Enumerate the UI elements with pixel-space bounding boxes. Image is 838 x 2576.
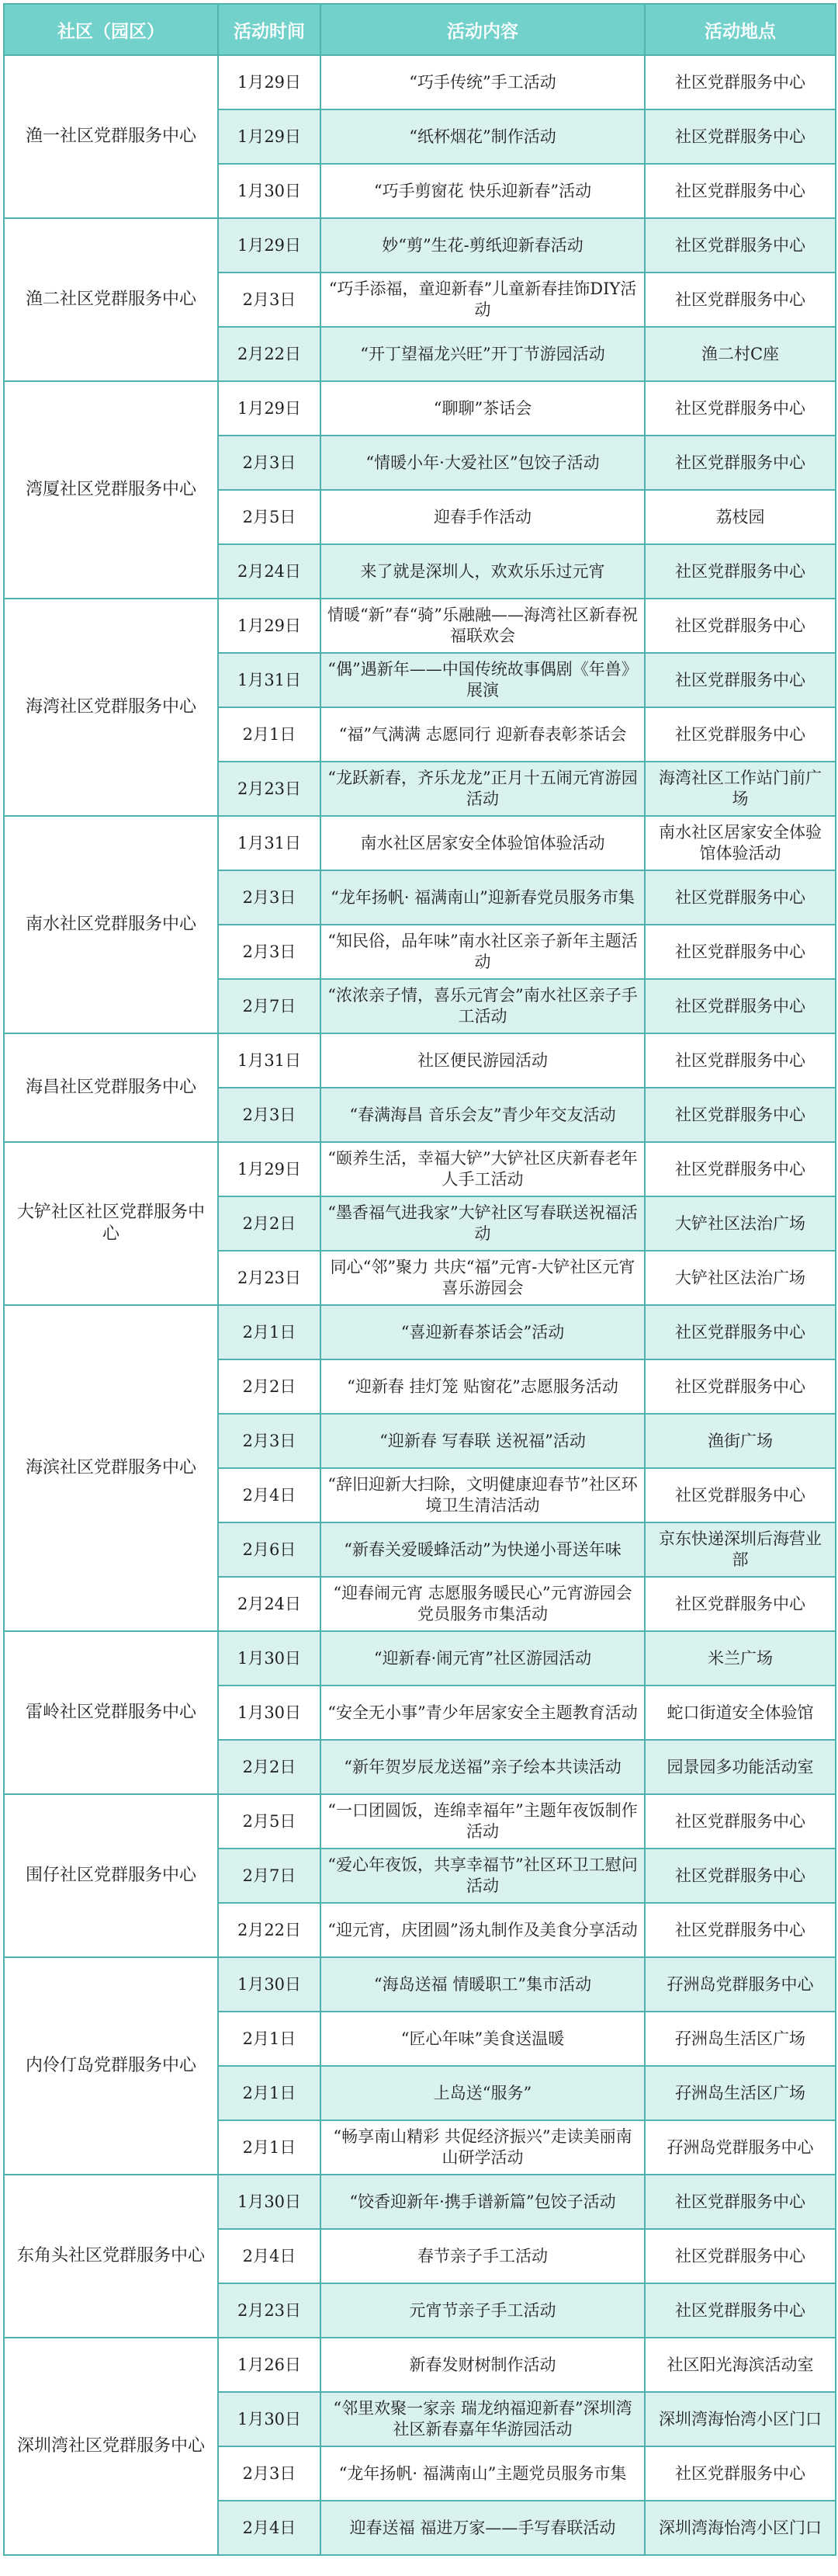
activity-location-cell: 社区党群服务中心 [645,164,836,218]
activity-location-cell: 孖洲岛党群服务中心 [645,2120,836,2175]
activity-date-cell: 1月30日 [218,1686,320,1740]
activity-content-cell: “纸杯烟花”制作活动 [320,109,645,164]
activity-location-cell: 米兰广场 [645,1631,836,1686]
activity-content-cell: “邻里欢聚一家亲 瑞龙纳福迎新春”深圳湾社区新春嘉年华游园活动 [320,2392,645,2446]
community-name-cell: 大铲社区社区党群服务中心 [4,1142,218,1305]
activity-content-cell: “辞旧迎新大扫除，文明健康迎春节”社区环境卫生清洁活动 [320,1468,645,1522]
activity-date-cell: 1月31日 [218,653,320,707]
activity-location-cell: 社区党群服务中心 [645,1849,836,1903]
activity-date-cell: 1月26日 [218,2338,320,2392]
table-body [4,55,836,2555]
table-row [4,1794,836,1849]
activity-date-cell: 2月6日 [218,1522,320,1577]
activity-content-cell: “饺香迎新年·携手谱新篇”包饺子活动 [320,2175,645,2229]
activity-location-cell: 社区党群服务中心 [645,109,836,164]
community-name-cell: 雷岭社区党群服务中心 [4,1631,218,1794]
table-row [4,2175,836,2229]
activity-content-cell: 同心“邻”聚力 共庆“福”元宵-大铲社区元宵喜乐游园会 [320,1251,645,1305]
activity-content-cell: “新年贺岁辰龙送福”亲子绘本共读活动 [320,1740,645,1794]
activity-date-cell: 2月22日 [218,1903,320,1957]
activity-date-cell: 2月2日 [218,1196,320,1251]
activity-location-cell: 渔二村C座 [645,327,836,381]
table-row [4,599,836,653]
activity-content-cell: 新春发财树制作活动 [320,2338,645,2392]
activity-date-cell: 2月24日 [218,1577,320,1631]
activity-location-cell: 蛇口街道安全体验馆 [645,1686,836,1740]
community-name-cell: 湾厦社区党群服务中心 [4,381,218,599]
community-name-cell: 南水社区党群服务中心 [4,816,218,1033]
community-name-cell: 深圳湾社区党群服务中心 [4,2338,218,2555]
activity-content-cell: 情暖“新”春“骑”乐融融——海湾社区新春祝福联欢会 [320,599,645,653]
activity-date-cell: 1月29日 [218,381,320,436]
activity-location-cell: 社区党群服务中心 [645,273,836,327]
activity-content-cell: “龙年扬帆· 福满南山”迎新春党员服务市集 [320,870,645,925]
activity-date-cell: 2月3日 [218,2446,320,2501]
activity-content-cell: “偶”遇新年——中国传统故事偶剧《年兽》展演 [320,653,645,707]
header-location: 活动地点 [645,4,836,55]
header-time: 活动时间 [218,4,320,55]
header-content: 活动内容 [320,4,645,55]
activity-date-cell: 2月3日 [218,925,320,979]
activity-content-cell: “浓浓亲子情，喜乐元宵会”南水社区亲子手工活动 [320,979,645,1033]
activity-date-cell: 2月23日 [218,1251,320,1305]
activity-content-cell: 妙“剪”生花-剪纸迎新春活动 [320,218,645,273]
activity-date-cell: 2月2日 [218,1740,320,1794]
activity-content-cell: “巧手添福，童迎新春”儿童新春挂饰DIY活动 [320,273,645,327]
activity-content-cell: “龙年扬帆· 福满南山”主题党员服务市集 [320,2446,645,2501]
activity-date-cell: 2月3日 [218,1414,320,1468]
activity-location-cell: 南水社区居家安全体验馆体验活动 [645,816,836,870]
activity-location-cell: 社区党群服务中心 [645,979,836,1033]
table-row [4,218,836,273]
activity-date-cell: 2月5日 [218,1794,320,1849]
activity-content-cell: “墨香福气进我家”大铲社区写春联送祝福活动 [320,1196,645,1251]
activity-location-cell: 大铲社区法治广场 [645,1196,836,1251]
activity-location-cell: 渔街广场 [645,1414,836,1468]
activity-content-cell: “情暖小年·大爱社区”包饺子活动 [320,436,645,490]
table-row [4,55,836,109]
activity-content-cell: “一口团圆饭，连绵幸福年”主题年夜饭制作活动 [320,1794,645,1849]
community-name-cell: 东角头社区党群服务中心 [4,2175,218,2338]
table-row [4,1033,836,1088]
header-community: 社区（园区） [4,4,218,55]
table-header-row [4,4,836,55]
activity-date-cell: 2月5日 [218,490,320,544]
activity-date-cell: 2月3日 [218,436,320,490]
activity-location-cell: 社区党群服务中心 [645,544,836,599]
activity-location-cell: 孖洲岛生活区广场 [645,2012,836,2066]
activity-date-cell: 2月24日 [218,544,320,599]
activity-content-cell: “开丁望福龙兴旺”开丁节游园活动 [320,327,645,381]
activity-location-cell: 社区党群服务中心 [645,599,836,653]
activity-location-cell: 孖洲岛生活区广场 [645,2066,836,2120]
activity-content-cell: 社区便民游园活动 [320,1033,645,1088]
activity-date-cell: 1月29日 [218,109,320,164]
activity-location-cell: 社区党群服务中心 [645,1305,836,1359]
activity-location-cell: 深圳湾海怡湾小区门口 [645,2501,836,2555]
activity-content-cell: 南水社区居家安全体验馆体验活动 [320,816,645,870]
activity-content-cell: 来了就是深圳人，欢欢乐乐过元宵 [320,544,645,599]
community-name-cell: 海昌社区党群服务中心 [4,1033,218,1142]
activity-content-cell: “爱心年夜饭，共享幸福节”社区环卫工慰问活动 [320,1849,645,1903]
activity-date-cell: 1月30日 [218,2175,320,2229]
activity-date-cell: 2月1日 [218,2120,320,2175]
activity-content-cell: “迎新春·闹元宵”社区游园活动 [320,1631,645,1686]
activity-content-cell: “巧手传统”手工活动 [320,55,645,109]
community-name-cell: 渔二社区党群服务中心 [4,218,218,381]
activity-location-cell: 社区阳光海滨活动室 [645,2338,836,2392]
activity-location-cell: 社区党群服务中心 [645,1359,836,1414]
activity-date-cell: 2月7日 [218,979,320,1033]
activity-content-cell: “安全无小事”青少年居家安全主题教育活动 [320,1686,645,1740]
activity-date-cell: 1月29日 [218,55,320,109]
activity-location-cell: 社区党群服务中心 [645,925,836,979]
activity-location-cell: 社区党群服务中心 [645,1794,836,1849]
activity-content-cell: “畅享南山精彩 共促经济振兴”走读美丽南山研学活动 [320,2120,645,2175]
activity-date-cell: 2月4日 [218,2229,320,2283]
activity-date-cell: 2月2日 [218,1359,320,1414]
activity-content-cell: “颐养生活，幸福大铲”大铲社区庆新春老年人手工活动 [320,1142,645,1196]
activity-location-cell: 社区党群服务中心 [645,381,836,436]
table-row [4,1305,836,1359]
activity-content-cell: “迎春闹元宵 志愿服务暖民心”元宵游园会党员服务市集活动 [320,1577,645,1631]
activity-content-cell: “龙跃新春，齐乐龙龙”正月十五闹元宵游园活动 [320,762,645,816]
activity-location-cell: 社区党群服务中心 [645,2229,836,2283]
activity-location-cell: 海湾社区工作站门前广场 [645,762,836,816]
activity-location-cell: 社区党群服务中心 [645,436,836,490]
activity-content-cell: “喜迎新春茶话会”活动 [320,1305,645,1359]
activity-location-cell: 社区党群服务中心 [645,1033,836,1088]
activity-date-cell: 2月3日 [218,870,320,925]
activity-date-cell: 1月30日 [218,164,320,218]
activity-location-cell: 社区党群服务中心 [645,1142,836,1196]
activity-location-cell: 京东快递深圳后海营业部 [645,1522,836,1577]
community-name-cell: 内伶仃岛党群服务中心 [4,1957,218,2175]
activity-content-cell: “聊聊”茶话会 [320,381,645,436]
activity-date-cell: 1月31日 [218,1033,320,1088]
table-row [4,1631,836,1686]
activity-content-cell: “迎新春 挂灯笼 贴窗花”志愿服务活动 [320,1359,645,1414]
activity-location-cell: 社区党群服务中心 [645,2446,836,2501]
activity-location-cell: 社区党群服务中心 [645,707,836,762]
activity-content-cell: 春节亲子手工活动 [320,2229,645,2283]
activity-location-cell: 社区党群服务中心 [645,55,836,109]
activity-date-cell: 2月3日 [218,1088,320,1142]
activity-date-cell: 1月29日 [218,1142,320,1196]
activity-date-cell: 2月1日 [218,707,320,762]
activity-content-cell: 元宵节亲子手工活动 [320,2283,645,2338]
activity-date-cell: 1月29日 [218,599,320,653]
activity-location-cell: 社区党群服务中心 [645,1468,836,1522]
activity-content-cell: “迎元宵，庆团圆”汤丸制作及美食分享活动 [320,1903,645,1957]
activity-location-cell: 社区党群服务中心 [645,1903,836,1957]
activity-location-cell: 孖洲岛党群服务中心 [645,1957,836,2012]
community-name-cell: 海滨社区党群服务中心 [4,1305,218,1631]
activity-date-cell: 2月23日 [218,762,320,816]
activity-table-wrapper [3,3,835,2556]
activity-content-cell: “匠心年味”美食送温暖 [320,2012,645,2066]
activity-content-cell: “福”气满满 志愿同行 迎新春表彰茶话会 [320,707,645,762]
activity-date-cell: 2月4日 [218,2501,320,2555]
activity-date-cell: 1月30日 [218,1957,320,2012]
activity-date-cell: 2月3日 [218,273,320,327]
activity-content-cell: “海岛送福 情暖职工”集市活动 [320,1957,645,2012]
activity-date-cell: 2月1日 [218,1305,320,1359]
activity-location-cell: 园景园多功能活动室 [645,1740,836,1794]
activity-date-cell: 2月1日 [218,2012,320,2066]
activity-date-cell: 2月4日 [218,1468,320,1522]
table-row [4,816,836,870]
activity-date-cell: 2月1日 [218,2066,320,2120]
activity-location-cell: 社区党群服务中心 [645,2175,836,2229]
table-row [4,1142,836,1196]
table-row [4,1957,836,2012]
activity-location-cell: 深圳湾海怡湾小区门口 [645,2392,836,2446]
activity-location-cell: 社区党群服务中心 [645,870,836,925]
activity-date-cell: 1月31日 [218,816,320,870]
table-row [4,2338,836,2392]
activity-date-cell: 1月29日 [218,218,320,273]
activity-location-cell: 大铲社区法治广场 [645,1251,836,1305]
community-name-cell: 围仔社区党群服务中心 [4,1794,218,1957]
activity-content-cell: 上岛送“服务” [320,2066,645,2120]
activity-content-cell: “新春关爱暖蜂活动”为快递小哥送年味 [320,1522,645,1577]
activity-content-cell: “春满海昌 音乐会友”青少年交友活动 [320,1088,645,1142]
community-name-cell: 渔一社区党群服务中心 [4,55,218,218]
activity-content-cell: 迎春送福 福进万家——手写春联活动 [320,2501,645,2555]
activity-date-cell: 2月22日 [218,327,320,381]
activity-content-cell: “知民俗，品年味”南水社区亲子新年主题活动 [320,925,645,979]
activity-date-cell: 2月7日 [218,1849,320,1903]
activity-table [3,3,836,2556]
activity-date-cell: 1月30日 [218,1631,320,1686]
activity-location-cell: 社区党群服务中心 [645,1088,836,1142]
activity-content-cell: 迎春手作活动 [320,490,645,544]
community-name-cell: 海湾社区党群服务中心 [4,599,218,816]
activity-location-cell: 社区党群服务中心 [645,2283,836,2338]
activity-date-cell: 1月30日 [218,2392,320,2446]
activity-content-cell: “巧手剪窗花 快乐迎新春”活动 [320,164,645,218]
activity-location-cell: 荔枝园 [645,490,836,544]
table-row [4,381,836,436]
activity-content-cell: “迎新春 写春联 送祝福”活动 [320,1414,645,1468]
activity-date-cell: 2月23日 [218,2283,320,2338]
activity-location-cell: 社区党群服务中心 [645,1577,836,1631]
activity-location-cell: 社区党群服务中心 [645,218,836,273]
activity-location-cell: 社区党群服务中心 [645,653,836,707]
